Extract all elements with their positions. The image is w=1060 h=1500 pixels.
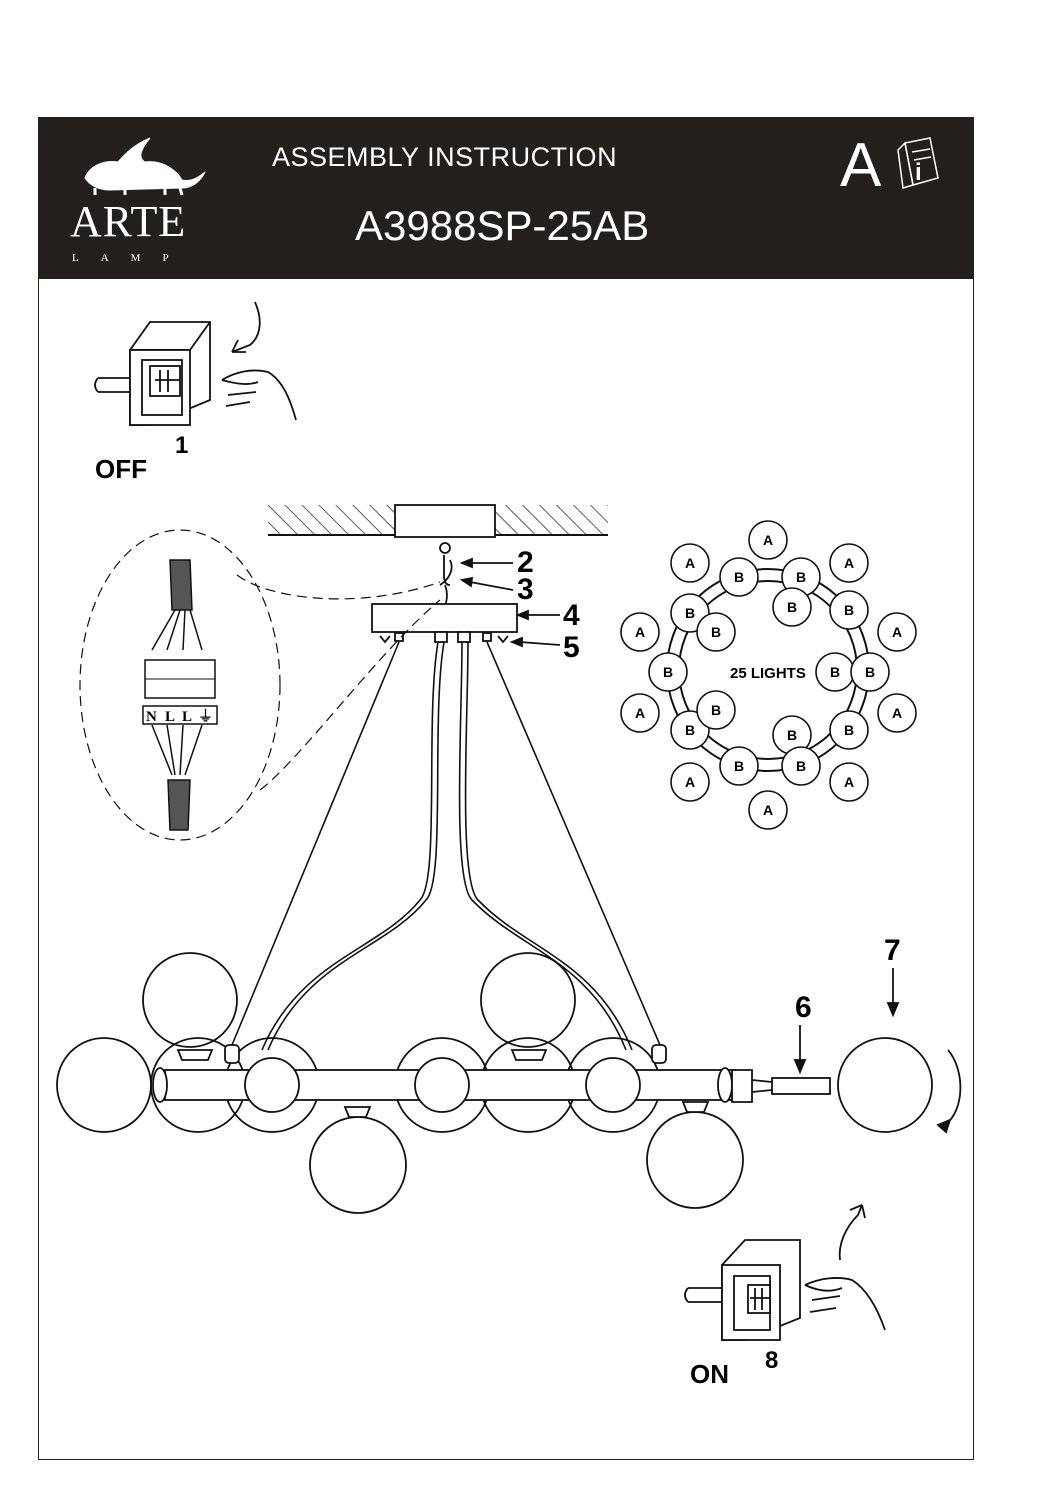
terminal-l2: L (182, 709, 193, 725)
suspension-cables (232, 642, 660, 1050)
language-letter: A (840, 131, 882, 200)
layout-bulb-label: A (762, 802, 774, 818)
brand-logo-text: ARTE (70, 197, 187, 246)
callout-leaders (462, 559, 560, 646)
layout-bulb-label: B (843, 722, 855, 738)
step-8-number: 8 (765, 1347, 779, 1374)
wiring-detail (80, 530, 440, 840)
step-4-number: 4 (563, 599, 580, 632)
layout-bulb-label: B (864, 664, 876, 680)
ground-icon: ⏚ (198, 708, 214, 725)
layout-bulb-label: B (843, 602, 855, 618)
brand-logo-subtext: LAMP (72, 252, 191, 264)
griffin-logo-icon (85, 138, 205, 195)
terminal-n: N (146, 709, 157, 725)
switch-on-label: ON (690, 1359, 729, 1389)
hook-and-canopy (372, 543, 517, 642)
step-7-number: 7 (884, 934, 901, 967)
svg-text:i: i (915, 159, 922, 186)
layout-center-label: 25 LIGHTS (730, 665, 806, 682)
layout-bulb-label: A (843, 555, 855, 571)
glass-globe (838, 1038, 960, 1132)
switch-off-icon (95, 302, 296, 425)
layout-bulb-label: B (662, 664, 674, 680)
layout-bulb-label: B (786, 727, 798, 743)
step-5-number: 5 (563, 631, 580, 664)
switch-off-label: OFF (95, 454, 147, 484)
layout-bulb-label: A (843, 774, 855, 790)
layout-bulb-label: B (710, 624, 722, 640)
step-3-number: 3 (517, 573, 534, 606)
layout-bulb-label: B (829, 664, 841, 680)
layout-bulb-label: A (762, 532, 774, 548)
layout-bulb-label: A (891, 705, 903, 721)
layout-bulb-label: A (634, 705, 646, 721)
layout-bulb-label: B (684, 722, 696, 738)
step-2-number: 2 (517, 546, 534, 579)
model-number: A3988SP-25AB (355, 202, 650, 249)
layout-bulb-label: A (891, 624, 903, 640)
instruction-book-icon (898, 138, 938, 188)
layout-bulb-label: B (786, 599, 798, 615)
ceiling (268, 505, 608, 537)
layout-bulb-label: B (684, 605, 696, 621)
step-6-number: 6 (795, 991, 812, 1024)
step-1-number: 1 (175, 432, 189, 459)
layout-bulb-label: B (795, 569, 807, 585)
switch-on-icon (685, 1205, 885, 1340)
document-title: ASSEMBLY INSTRUCTION (272, 142, 618, 172)
fixture-globes (57, 953, 830, 1213)
layout-bulb-label: A (634, 624, 646, 640)
layout-bulb-label: B (795, 758, 807, 774)
layout-bulb-label: B (710, 702, 722, 718)
terminal-l1: L (165, 709, 176, 725)
layout-bulb-label: B (733, 758, 745, 774)
layout-bulb-label: B (733, 569, 745, 585)
layout-bulb-label: A (684, 555, 696, 571)
layout-bulb-label: A (684, 774, 696, 790)
